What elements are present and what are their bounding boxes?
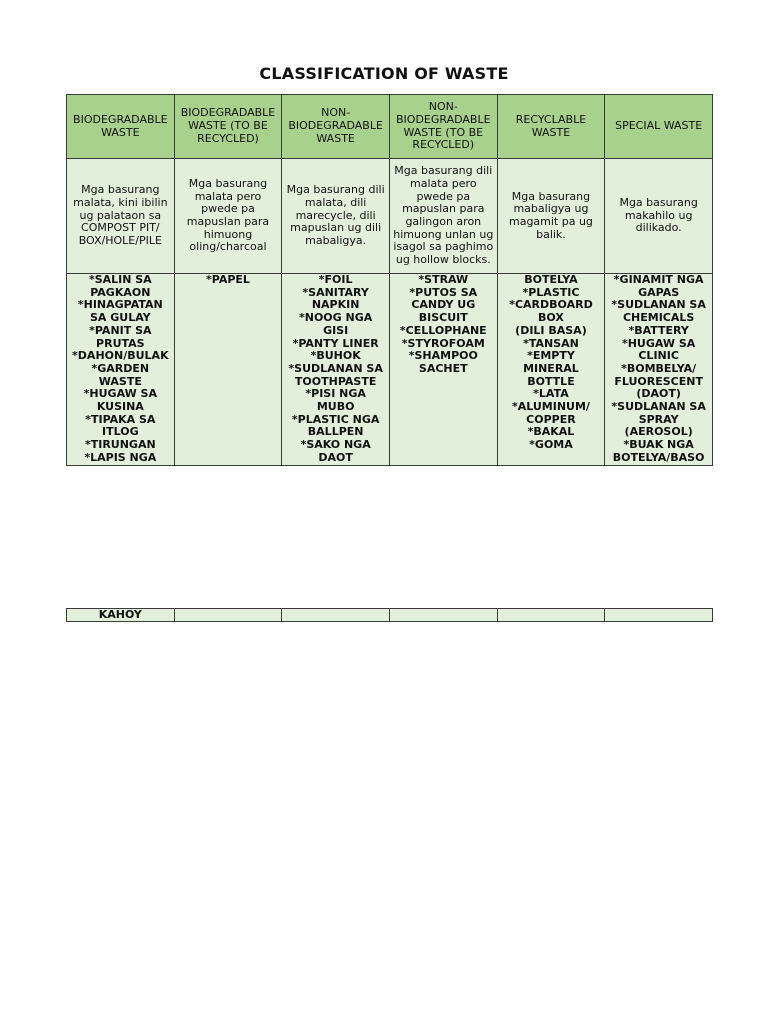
description-recyclable: Mga basurang mabaligya ug magamit pa ug balik. <box>497 159 605 274</box>
description-non-biodegradable: Mga basurang dili malata, dili marecycle, dili mapuslan ug dili mabaligya. <box>282 159 390 274</box>
header-non-biodegradable-recycled: NON-BIODEGRADABLE WASTE (TO BE RECYCLED) <box>389 95 497 159</box>
page-title: CLASSIFICATION OF WASTE <box>259 64 509 83</box>
header-non-biodegradable: NON-BIODEGRADABLE WASTE <box>282 95 390 159</box>
items-recyclable <box>497 274 605 466</box>
items-list: *SALIN SA PAGKAON *HINAGPATAN SA GULAY *PANIT SA PRUTAS *DAHON/BULAK *GARDEN WASTE *HUGAW SA KUSINA *TIPAKA SA ITLOG *TIRUNGAN *LAPIS NGA <box>72 273 169 464</box>
header-biodegradable: BIODEGRADABLE WASTE <box>67 95 175 159</box>
header-row <box>67 95 713 159</box>
items-list: *FOIL *SANITARY NAPKIN *NOOG NGA GISI *PANTY LINER *BUHOK *SUDLANAN SA TOOTHPASTE *PISI NGA MUBO *PLASTIC NGA BALLPEN *SAKO NGA DAOT <box>288 273 383 464</box>
items-list: BOTELYA *PLASTIC *CARDBOARD BOX (DILI BASA) *TANSAN *EMPTY MINERAL BOTTLE *LATA *ALUMINUM/ COPPER *BAKAL *GOMA <box>509 273 593 452</box>
items-biodegradable-recycled <box>174 274 282 466</box>
items-list: *PAPEL <box>206 273 250 286</box>
continuation-non-biodegradable <box>282 609 390 622</box>
header-special: SPECIAL WASTE <box>605 95 713 159</box>
continuation-table <box>66 608 713 622</box>
items-biodegradable <box>67 274 175 466</box>
description-non-biodegradable-recycled: Mga basurang dili malata pero pwede pa mapuslan para galingon aron himuong unlan ug isagol sa paghimo ug hollow blocks. <box>389 159 497 274</box>
continuation-special <box>605 609 713 622</box>
continuation-biodegradable-recycled <box>174 609 282 622</box>
items-non-biodegradable-recycled <box>389 274 497 466</box>
continuation-recyclable <box>497 609 605 622</box>
items-special <box>605 274 713 466</box>
continuation-row <box>67 609 713 622</box>
items-list: *STRAW *PUTOS SA CANDY UG BISCUIT *CELLOPHANE *STYROFOAM *SHAMPOO SACHET <box>399 273 487 375</box>
description-biodegradable-recycled: Mga basurang malata pero pwede pa mapuslan para himuong oling/charcoal <box>174 159 282 274</box>
items-list: *GINAMIT NGA GAPAS *SUDLANAN SA CHEMICALS *BATTERY *HUGAW SA CLINIC *BOMBELYA/ FLUORESCENT (DAOT) *SUDLANAN SA SPRAY (AEROSOL) *BUAK NGA BOTELYA/BASO <box>611 273 706 464</box>
description-special: Mga basurang makahilo ug dilikado. <box>605 159 713 274</box>
continuation-biodegradable: KAHOY <box>67 609 175 622</box>
items-row <box>67 274 713 466</box>
items-non-biodegradable <box>282 274 390 466</box>
continuation-non-biodegradable-recycled <box>389 609 497 622</box>
header-biodegradable-recycled: BIODEGRADABLE WASTE (TO BE RECYCLED) <box>174 95 282 159</box>
header-recyclable: RECYCLABLE WASTE <box>497 95 605 159</box>
waste-classification-table <box>66 94 713 466</box>
description-row <box>67 159 713 274</box>
description-biodegradable: Mga basurang malata, kini ibilin ug palataon sa COMPOST PIT/ BOX/HOLE/PILE <box>67 159 175 274</box>
